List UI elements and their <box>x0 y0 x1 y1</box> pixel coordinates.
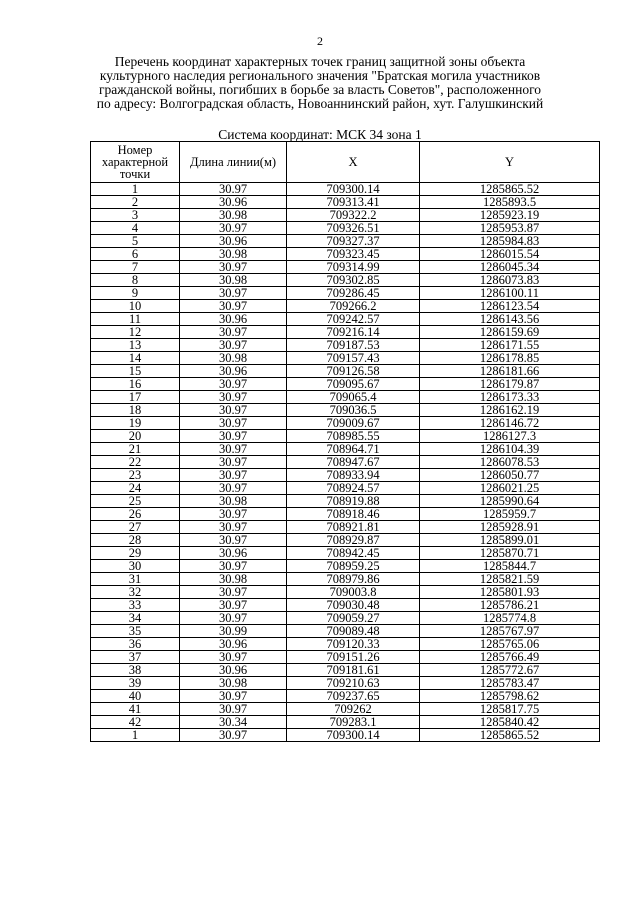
table-row <box>91 300 600 313</box>
cell-line-length: 30.97 <box>180 456 287 469</box>
header-y: Y <box>420 142 600 183</box>
cell-x: 709242.57 <box>287 313 420 326</box>
heading-line: по адресу: Волгоградская область, Новоаннинский район, хут. Галушкинский <box>96 96 544 111</box>
cell-line-length: 30.97 <box>180 469 287 482</box>
cell-line-length: 30.98 <box>180 677 287 690</box>
cell-point-number: 20 <box>91 430 180 443</box>
cell-line-length: 30.97 <box>180 443 287 456</box>
table-row <box>91 391 600 404</box>
coordinates-table <box>90 141 600 742</box>
cell-y: 1285959.7 <box>420 508 600 521</box>
cell-x: 709266.2 <box>287 300 420 313</box>
cell-x: 709181.61 <box>287 664 420 677</box>
cell-point-number: 1 <box>91 183 180 196</box>
cell-y: 1286171.55 <box>420 339 600 352</box>
table-row <box>91 586 600 599</box>
cell-x: 709089.48 <box>287 625 420 638</box>
table-row <box>91 430 600 443</box>
cell-y: 1286162.19 <box>420 404 600 417</box>
cell-point-number: 34 <box>91 612 180 625</box>
cell-line-length: 30.34 <box>180 716 287 729</box>
header-point-number: Номер характерной точки <box>91 142 180 183</box>
table-row <box>91 404 600 417</box>
cell-line-length: 30.97 <box>180 599 287 612</box>
coordinate-system-label: Система координат: МСК 34 зона 1 <box>218 127 422 142</box>
cell-y: 1285893.5 <box>420 196 600 209</box>
cell-point-number: 30 <box>91 560 180 573</box>
cell-x: 708979.86 <box>287 573 420 586</box>
cell-point-number: 22 <box>91 456 180 469</box>
cell-x: 709326.51 <box>287 222 420 235</box>
cell-point-number: 8 <box>91 274 180 287</box>
cell-point-number: 25 <box>91 495 180 508</box>
cell-line-length: 30.97 <box>180 560 287 573</box>
cell-y: 1286021.25 <box>420 482 600 495</box>
cell-point-number: 24 <box>91 482 180 495</box>
cell-line-length: 30.96 <box>180 547 287 560</box>
cell-line-length: 30.97 <box>180 612 287 625</box>
cell-point-number: 13 <box>91 339 180 352</box>
heading-line: Перечень координат характерных точек границ защитной зоны объекта <box>114 54 526 69</box>
cell-line-length: 30.97 <box>180 729 287 742</box>
cell-x: 709322.2 <box>287 209 420 222</box>
cell-line-length: 30.97 <box>180 417 287 430</box>
table-row <box>91 729 600 742</box>
table-row <box>91 222 600 235</box>
table-body <box>91 183 600 742</box>
cell-x: 709009.67 <box>287 417 420 430</box>
cell-x: 708985.55 <box>287 430 420 443</box>
cell-point-number: 17 <box>91 391 180 404</box>
cell-y: 1285774.8 <box>420 612 600 625</box>
table-row <box>91 612 600 625</box>
table-row <box>91 521 600 534</box>
table-row <box>91 677 600 690</box>
cell-line-length: 30.97 <box>180 404 287 417</box>
cell-point-number: 10 <box>91 300 180 313</box>
table-row <box>91 326 600 339</box>
table-row <box>91 248 600 261</box>
cell-y: 1285817.75 <box>420 703 600 716</box>
cell-point-number: 26 <box>91 508 180 521</box>
cell-point-number: 29 <box>91 547 180 560</box>
table-row <box>91 261 600 274</box>
table-row <box>91 313 600 326</box>
cell-y: 1286181.66 <box>420 365 600 378</box>
cell-x: 708918.46 <box>287 508 420 521</box>
cell-point-number: 41 <box>91 703 180 716</box>
cell-line-length: 30.97 <box>180 482 287 495</box>
cell-line-length: 30.98 <box>180 274 287 287</box>
table-row <box>91 690 600 703</box>
cell-line-length: 30.97 <box>180 430 287 443</box>
table-row <box>91 495 600 508</box>
cell-point-number: 16 <box>91 378 180 391</box>
cell-y: 1286146.72 <box>420 417 600 430</box>
cell-line-length: 30.97 <box>180 287 287 300</box>
cell-point-number: 6 <box>91 248 180 261</box>
cell-x: 709065.4 <box>287 391 420 404</box>
cell-line-length: 30.98 <box>180 573 287 586</box>
cell-point-number: 33 <box>91 599 180 612</box>
cell-y: 1285798.62 <box>420 690 600 703</box>
cell-point-number: 32 <box>91 586 180 599</box>
cell-y: 1285840.42 <box>420 716 600 729</box>
cell-y: 1286073.83 <box>420 274 600 287</box>
cell-line-length: 30.96 <box>180 235 287 248</box>
table-row <box>91 378 600 391</box>
cell-line-length: 30.97 <box>180 586 287 599</box>
cell-point-number: 40 <box>91 690 180 703</box>
table-row <box>91 599 600 612</box>
cell-point-number: 5 <box>91 235 180 248</box>
cell-line-length: 30.98 <box>180 248 287 261</box>
cell-point-number: 39 <box>91 677 180 690</box>
cell-y: 1285865.52 <box>420 183 600 196</box>
cell-line-length: 30.96 <box>180 313 287 326</box>
cell-point-number: 42 <box>91 716 180 729</box>
cell-line-length: 30.97 <box>180 378 287 391</box>
cell-line-length: 30.97 <box>180 339 287 352</box>
cell-y: 1285844.7 <box>420 560 600 573</box>
cell-line-length: 30.97 <box>180 222 287 235</box>
cell-y: 1285772.67 <box>420 664 600 677</box>
cell-line-length: 30.97 <box>180 261 287 274</box>
cell-y: 1286159.69 <box>420 326 600 339</box>
cell-x: 709283.1 <box>287 716 420 729</box>
table-row <box>91 547 600 560</box>
cell-y: 1285765.06 <box>420 638 600 651</box>
cell-y: 1286178.85 <box>420 352 600 365</box>
cell-x: 709237.65 <box>287 690 420 703</box>
cell-x: 708929.87 <box>287 534 420 547</box>
cell-point-number: 11 <box>91 313 180 326</box>
cell-point-number: 28 <box>91 534 180 547</box>
cell-point-number: 27 <box>91 521 180 534</box>
cell-y: 1286100.11 <box>420 287 600 300</box>
table-row <box>91 573 600 586</box>
table-row <box>91 625 600 638</box>
cell-point-number: 38 <box>91 664 180 677</box>
cell-x: 708924.57 <box>287 482 420 495</box>
cell-x: 709003.8 <box>287 586 420 599</box>
table-row <box>91 235 600 248</box>
cell-y: 1286127.3 <box>420 430 600 443</box>
table-row <box>91 638 600 651</box>
table-row <box>91 534 600 547</box>
cell-x: 709126.58 <box>287 365 420 378</box>
cell-line-length: 30.98 <box>180 352 287 365</box>
page-number: 2 <box>317 34 323 48</box>
cell-y: 1286143.56 <box>420 313 600 326</box>
table-row <box>91 651 600 664</box>
cell-line-length: 30.96 <box>180 365 287 378</box>
table-row <box>91 287 600 300</box>
cell-line-length: 30.96 <box>180 196 287 209</box>
cell-line-length: 30.97 <box>180 391 287 404</box>
cell-x: 709314.99 <box>287 261 420 274</box>
cell-line-length: 30.97 <box>180 651 287 664</box>
cell-line-length: 30.97 <box>180 703 287 716</box>
table-row <box>91 664 600 677</box>
cell-x: 709151.26 <box>287 651 420 664</box>
cell-x: 708942.45 <box>287 547 420 560</box>
cell-x: 709059.27 <box>287 612 420 625</box>
cell-line-length: 30.97 <box>180 183 287 196</box>
cell-point-number: 9 <box>91 287 180 300</box>
cell-x: 708921.81 <box>287 521 420 534</box>
cell-x: 709327.37 <box>287 235 420 248</box>
cell-line-length: 30.96 <box>180 664 287 677</box>
cell-y: 1285821.59 <box>420 573 600 586</box>
cell-y: 1286015.54 <box>420 248 600 261</box>
cell-y: 1285767.97 <box>420 625 600 638</box>
cell-line-length: 30.96 <box>180 638 287 651</box>
header-line-length: Длина линии(м) <box>180 142 287 183</box>
table-row <box>91 196 600 209</box>
cell-x: 708933.94 <box>287 469 420 482</box>
document-heading <box>70 55 570 111</box>
header-x: X <box>287 142 420 183</box>
cell-x: 709187.53 <box>287 339 420 352</box>
cell-x: 709262 <box>287 703 420 716</box>
cell-x: 709286.45 <box>287 287 420 300</box>
cell-y: 1286050.77 <box>420 469 600 482</box>
cell-line-length: 30.99 <box>180 625 287 638</box>
cell-x: 709323.45 <box>287 248 420 261</box>
cell-point-number: 23 <box>91 469 180 482</box>
heading-line: культурного наследия регионального значения "Братская могила участников <box>99 68 541 83</box>
table-row <box>91 417 600 430</box>
cell-x: 709313.41 <box>287 196 420 209</box>
cell-point-number: 4 <box>91 222 180 235</box>
table-row <box>91 443 600 456</box>
cell-x: 709216.14 <box>287 326 420 339</box>
cell-y: 1286173.33 <box>420 391 600 404</box>
cell-x: 709036.5 <box>287 404 420 417</box>
heading-line: гражданской войны, погибших в борьбе за власть Советов", расположенного <box>98 82 542 97</box>
cell-y: 1285899.01 <box>420 534 600 547</box>
cell-x: 709157.43 <box>287 352 420 365</box>
cell-point-number: 15 <box>91 365 180 378</box>
cell-y: 1285928.91 <box>420 521 600 534</box>
table-row <box>91 508 600 521</box>
table-row <box>91 716 600 729</box>
cell-point-number: 36 <box>91 638 180 651</box>
cell-line-length: 30.97 <box>180 690 287 703</box>
cell-x: 709095.67 <box>287 378 420 391</box>
cell-y: 1285865.52 <box>420 729 600 742</box>
table-row <box>91 482 600 495</box>
cell-y: 1285766.49 <box>420 651 600 664</box>
cell-point-number: 21 <box>91 443 180 456</box>
cell-x: 708959.25 <box>287 560 420 573</box>
cell-y: 1285786.21 <box>420 599 600 612</box>
cell-x: 709030.48 <box>287 599 420 612</box>
cell-x: 709302.85 <box>287 274 420 287</box>
cell-line-length: 30.97 <box>180 508 287 521</box>
table-row <box>91 352 600 365</box>
cell-y: 1285990.64 <box>420 495 600 508</box>
cell-point-number: 14 <box>91 352 180 365</box>
cell-point-number: 19 <box>91 417 180 430</box>
cell-point-number: 1 <box>91 729 180 742</box>
table-row <box>91 183 600 196</box>
table-row <box>91 703 600 716</box>
cell-y: 1286045.34 <box>420 261 600 274</box>
cell-y: 1285923.19 <box>420 209 600 222</box>
table-header-row <box>91 142 600 183</box>
cell-y: 1285801.93 <box>420 586 600 599</box>
cell-x: 709120.33 <box>287 638 420 651</box>
cell-y: 1285783.47 <box>420 677 600 690</box>
table-row <box>91 339 600 352</box>
cell-y: 1286104.39 <box>420 443 600 456</box>
cell-point-number: 37 <box>91 651 180 664</box>
cell-x: 708964.71 <box>287 443 420 456</box>
cell-x: 709300.14 <box>287 183 420 196</box>
cell-y: 1285984.83 <box>420 235 600 248</box>
cell-y: 1285870.71 <box>420 547 600 560</box>
table-row <box>91 209 600 222</box>
table-row <box>91 560 600 573</box>
cell-point-number: 3 <box>91 209 180 222</box>
cell-y: 1286123.54 <box>420 300 600 313</box>
cell-line-length: 30.97 <box>180 534 287 547</box>
cell-line-length: 30.97 <box>180 521 287 534</box>
table-row <box>91 469 600 482</box>
cell-x: 708947.67 <box>287 456 420 469</box>
table-row <box>91 365 600 378</box>
cell-line-length: 30.98 <box>180 495 287 508</box>
cell-point-number: 12 <box>91 326 180 339</box>
cell-point-number: 7 <box>91 261 180 274</box>
cell-y: 1286078.53 <box>420 456 600 469</box>
table-row <box>91 456 600 469</box>
cell-point-number: 31 <box>91 573 180 586</box>
cell-x: 709300.14 <box>287 729 420 742</box>
cell-x: 709210.63 <box>287 677 420 690</box>
table-row <box>91 274 600 287</box>
cell-line-length: 30.97 <box>180 300 287 313</box>
cell-y: 1285953.87 <box>420 222 600 235</box>
cell-y: 1286179.87 <box>420 378 600 391</box>
cell-line-length: 30.97 <box>180 326 287 339</box>
cell-point-number: 2 <box>91 196 180 209</box>
cell-line-length: 30.98 <box>180 209 287 222</box>
cell-x: 708919.88 <box>287 495 420 508</box>
cell-point-number: 35 <box>91 625 180 638</box>
cell-point-number: 18 <box>91 404 180 417</box>
